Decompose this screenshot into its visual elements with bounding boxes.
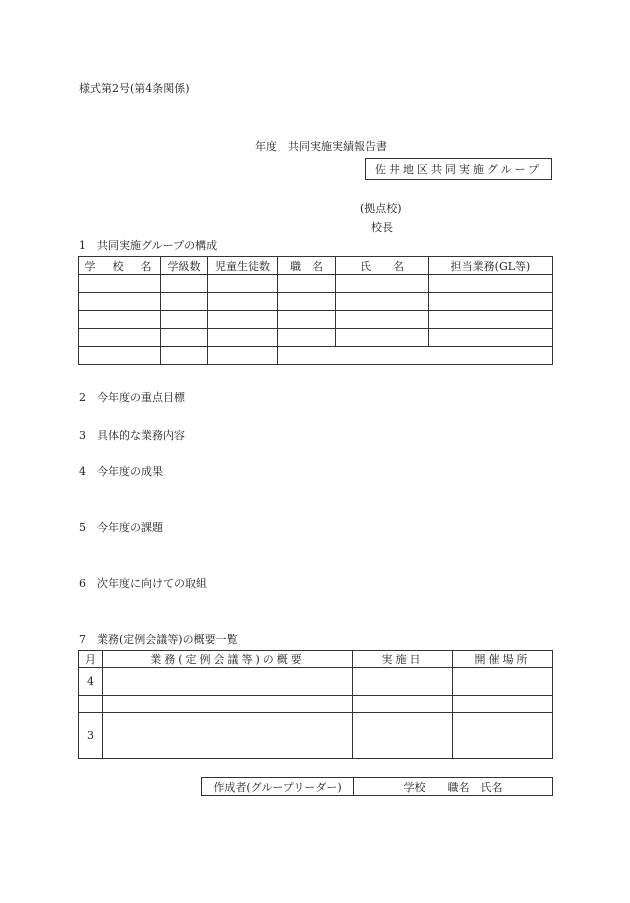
header-summary: 業務(定例会議等)の概要	[103, 651, 353, 668]
table-cell[interactable]	[429, 311, 553, 329]
table-cell[interactable]	[79, 347, 161, 365]
table-cell[interactable]	[161, 329, 208, 347]
table-cell[interactable]	[278, 347, 553, 365]
table-cell[interactable]	[353, 668, 453, 696]
table-cell[interactable]	[208, 293, 278, 311]
table-cell[interactable]	[161, 293, 208, 311]
section-3-heading: 3 具体的な業務内容	[79, 429, 185, 442]
table-row	[79, 347, 553, 365]
table-cell[interactable]	[278, 293, 336, 311]
group-composition-table	[78, 256, 553, 365]
section-1-heading: 1 共同実施グループの構成	[79, 239, 218, 252]
base-school-label: (拠点校)	[360, 202, 402, 215]
table-cell[interactable]	[453, 668, 553, 696]
table-cell[interactable]	[278, 275, 336, 293]
table-cell[interactable]	[336, 275, 429, 293]
form-number: 様式第2号(第4条関係)	[79, 82, 190, 95]
activity-summary-table	[78, 650, 553, 759]
table-cell[interactable]	[336, 293, 429, 311]
table-cell[interactable]	[453, 696, 553, 713]
table-cell[interactable]	[208, 275, 278, 293]
table-cell[interactable]	[353, 696, 453, 713]
section-6-heading: 6 次年度に向けての取組	[79, 577, 207, 590]
table-cell[interactable]	[336, 311, 429, 329]
month-cell	[79, 696, 103, 713]
month-cell: 4	[79, 668, 103, 696]
section-7-heading: 7 業務(定例会議等)の概要一覧	[79, 633, 238, 646]
section-2-heading: 2 今年度の重点目標	[79, 391, 185, 404]
table-row	[79, 713, 553, 759]
month-cell: 3	[79, 713, 103, 759]
table-cell[interactable]	[79, 329, 161, 347]
table-row	[79, 311, 553, 329]
table-cell[interactable]	[161, 311, 208, 329]
table-cell[interactable]	[353, 713, 453, 759]
table-row	[79, 668, 553, 696]
table-row	[79, 329, 553, 347]
header-venue: 開催場所	[453, 651, 553, 668]
header-class-count: 学級数	[161, 257, 208, 275]
header-date: 実施日	[353, 651, 453, 668]
table-row	[79, 696, 553, 713]
table-cell[interactable]	[429, 293, 553, 311]
table-header-row	[79, 257, 553, 275]
principal-label: 校長	[371, 221, 393, 234]
author-label: 作成者(グループリーダー)	[202, 778, 354, 796]
table-cell[interactable]	[79, 275, 161, 293]
header-job-title: 職 名	[278, 257, 336, 275]
author-value[interactable]: 学校 職名 氏名	[354, 778, 553, 796]
table-cell[interactable]	[278, 311, 336, 329]
table-cell[interactable]	[161, 347, 208, 365]
section-4-heading: 4 今年度の成果	[79, 465, 163, 478]
header-name: 氏 名	[336, 257, 429, 275]
table-cell[interactable]	[79, 293, 161, 311]
header-student-count: 児童生徒数	[208, 257, 278, 275]
table-cell[interactable]	[161, 275, 208, 293]
header-month: 月	[79, 651, 103, 668]
table-row	[79, 293, 553, 311]
table-cell[interactable]	[429, 329, 553, 347]
table-cell[interactable]	[278, 329, 336, 347]
table-cell[interactable]	[103, 668, 353, 696]
table-cell[interactable]	[208, 329, 278, 347]
table-row	[79, 275, 553, 293]
author-table	[201, 777, 553, 796]
document-title: 年度 共同実施実績報告書	[255, 140, 387, 153]
table-cell[interactable]	[208, 347, 278, 365]
table-header-row	[79, 651, 553, 668]
table-cell[interactable]	[429, 275, 553, 293]
header-duty: 担当業務(GL等)	[429, 257, 553, 275]
table-cell[interactable]	[336, 329, 429, 347]
group-name-box: 佐井地区共同実施グループ	[365, 158, 552, 180]
table-cell[interactable]	[103, 713, 353, 759]
section-5-heading: 5 今年度の課題	[79, 521, 163, 534]
header-school-name: 学 校 名	[79, 257, 161, 275]
table-cell[interactable]	[453, 713, 553, 759]
table-cell[interactable]	[79, 311, 161, 329]
table-cell[interactable]	[208, 311, 278, 329]
table-cell[interactable]	[103, 696, 353, 713]
